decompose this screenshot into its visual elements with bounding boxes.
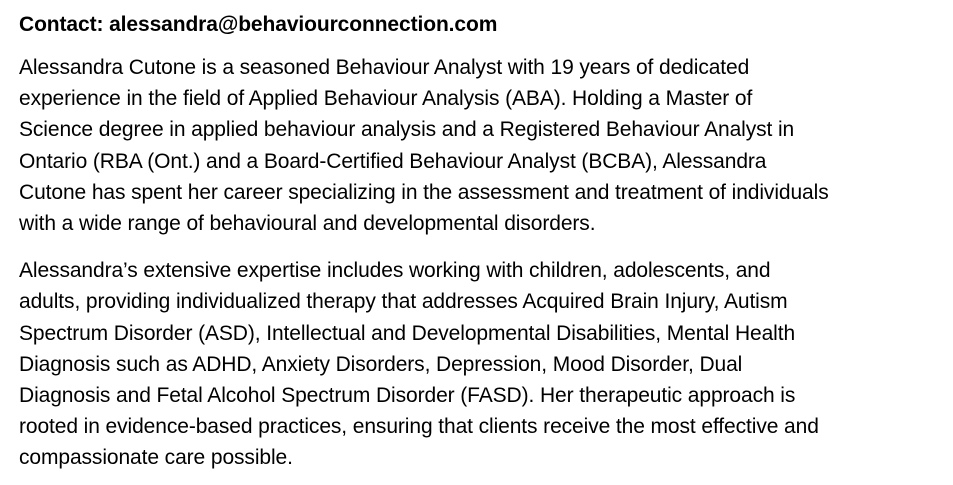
paragraph-line: Science degree in applied behaviour analysis and a Registered Behaviour Analyst in: [19, 118, 795, 142]
bio-paragraph-expertise: [19, 255, 933, 473]
bio-paragraph-credentials: [19, 52, 933, 239]
paragraph-line: adults, providing individualized therapy that addresses Acquired Brain Injury, Autism: [19, 290, 788, 314]
paragraph-line: Ontario (RBA (Ont.) and a Board-Certified Behaviour Analyst (BCBA), Alessandra: [19, 149, 767, 173]
paragraph-line: Alessandra Cutone is a seasoned Behaviour Analyst with 19 years of dedicated: [19, 56, 750, 79]
paragraph-line: Alessandra’s extensive expertise includes working with children, adolescents, and: [19, 259, 771, 283]
paragraph-line: Diagnosis and Fetal Alcohol Spectrum Disorder (FASD). Her therapeutic approach is: [19, 384, 796, 408]
paragraph-line: Cutone has spent her career specializing in the assessment and treatment of individuals: [19, 180, 829, 204]
paragraph-line: Diagnosis such as ADHD, Anxiety Disorders, Depression, Mood Disorder, Dual: [19, 352, 743, 376]
contact-email-heading: Contact: alessandra@behaviourconnection.com: [19, 13, 498, 36]
paragraph-line: experience in the field of Applied Behaviour Analysis (ABA). Holding a Master of: [19, 87, 753, 111]
paragraph-line: with a wide range of behavioural and developmental disorders.: [19, 212, 596, 236]
paragraph-line: Spectrum Disorder (ASD), Intellectual and Developmental Disabilities, Mental Health: [19, 321, 796, 345]
paragraph-line: rooted in evidence-based practices, ensuring that clients receive the most effective and: [19, 415, 819, 439]
paragraph-line: compassionate care possible.: [19, 446, 293, 470]
